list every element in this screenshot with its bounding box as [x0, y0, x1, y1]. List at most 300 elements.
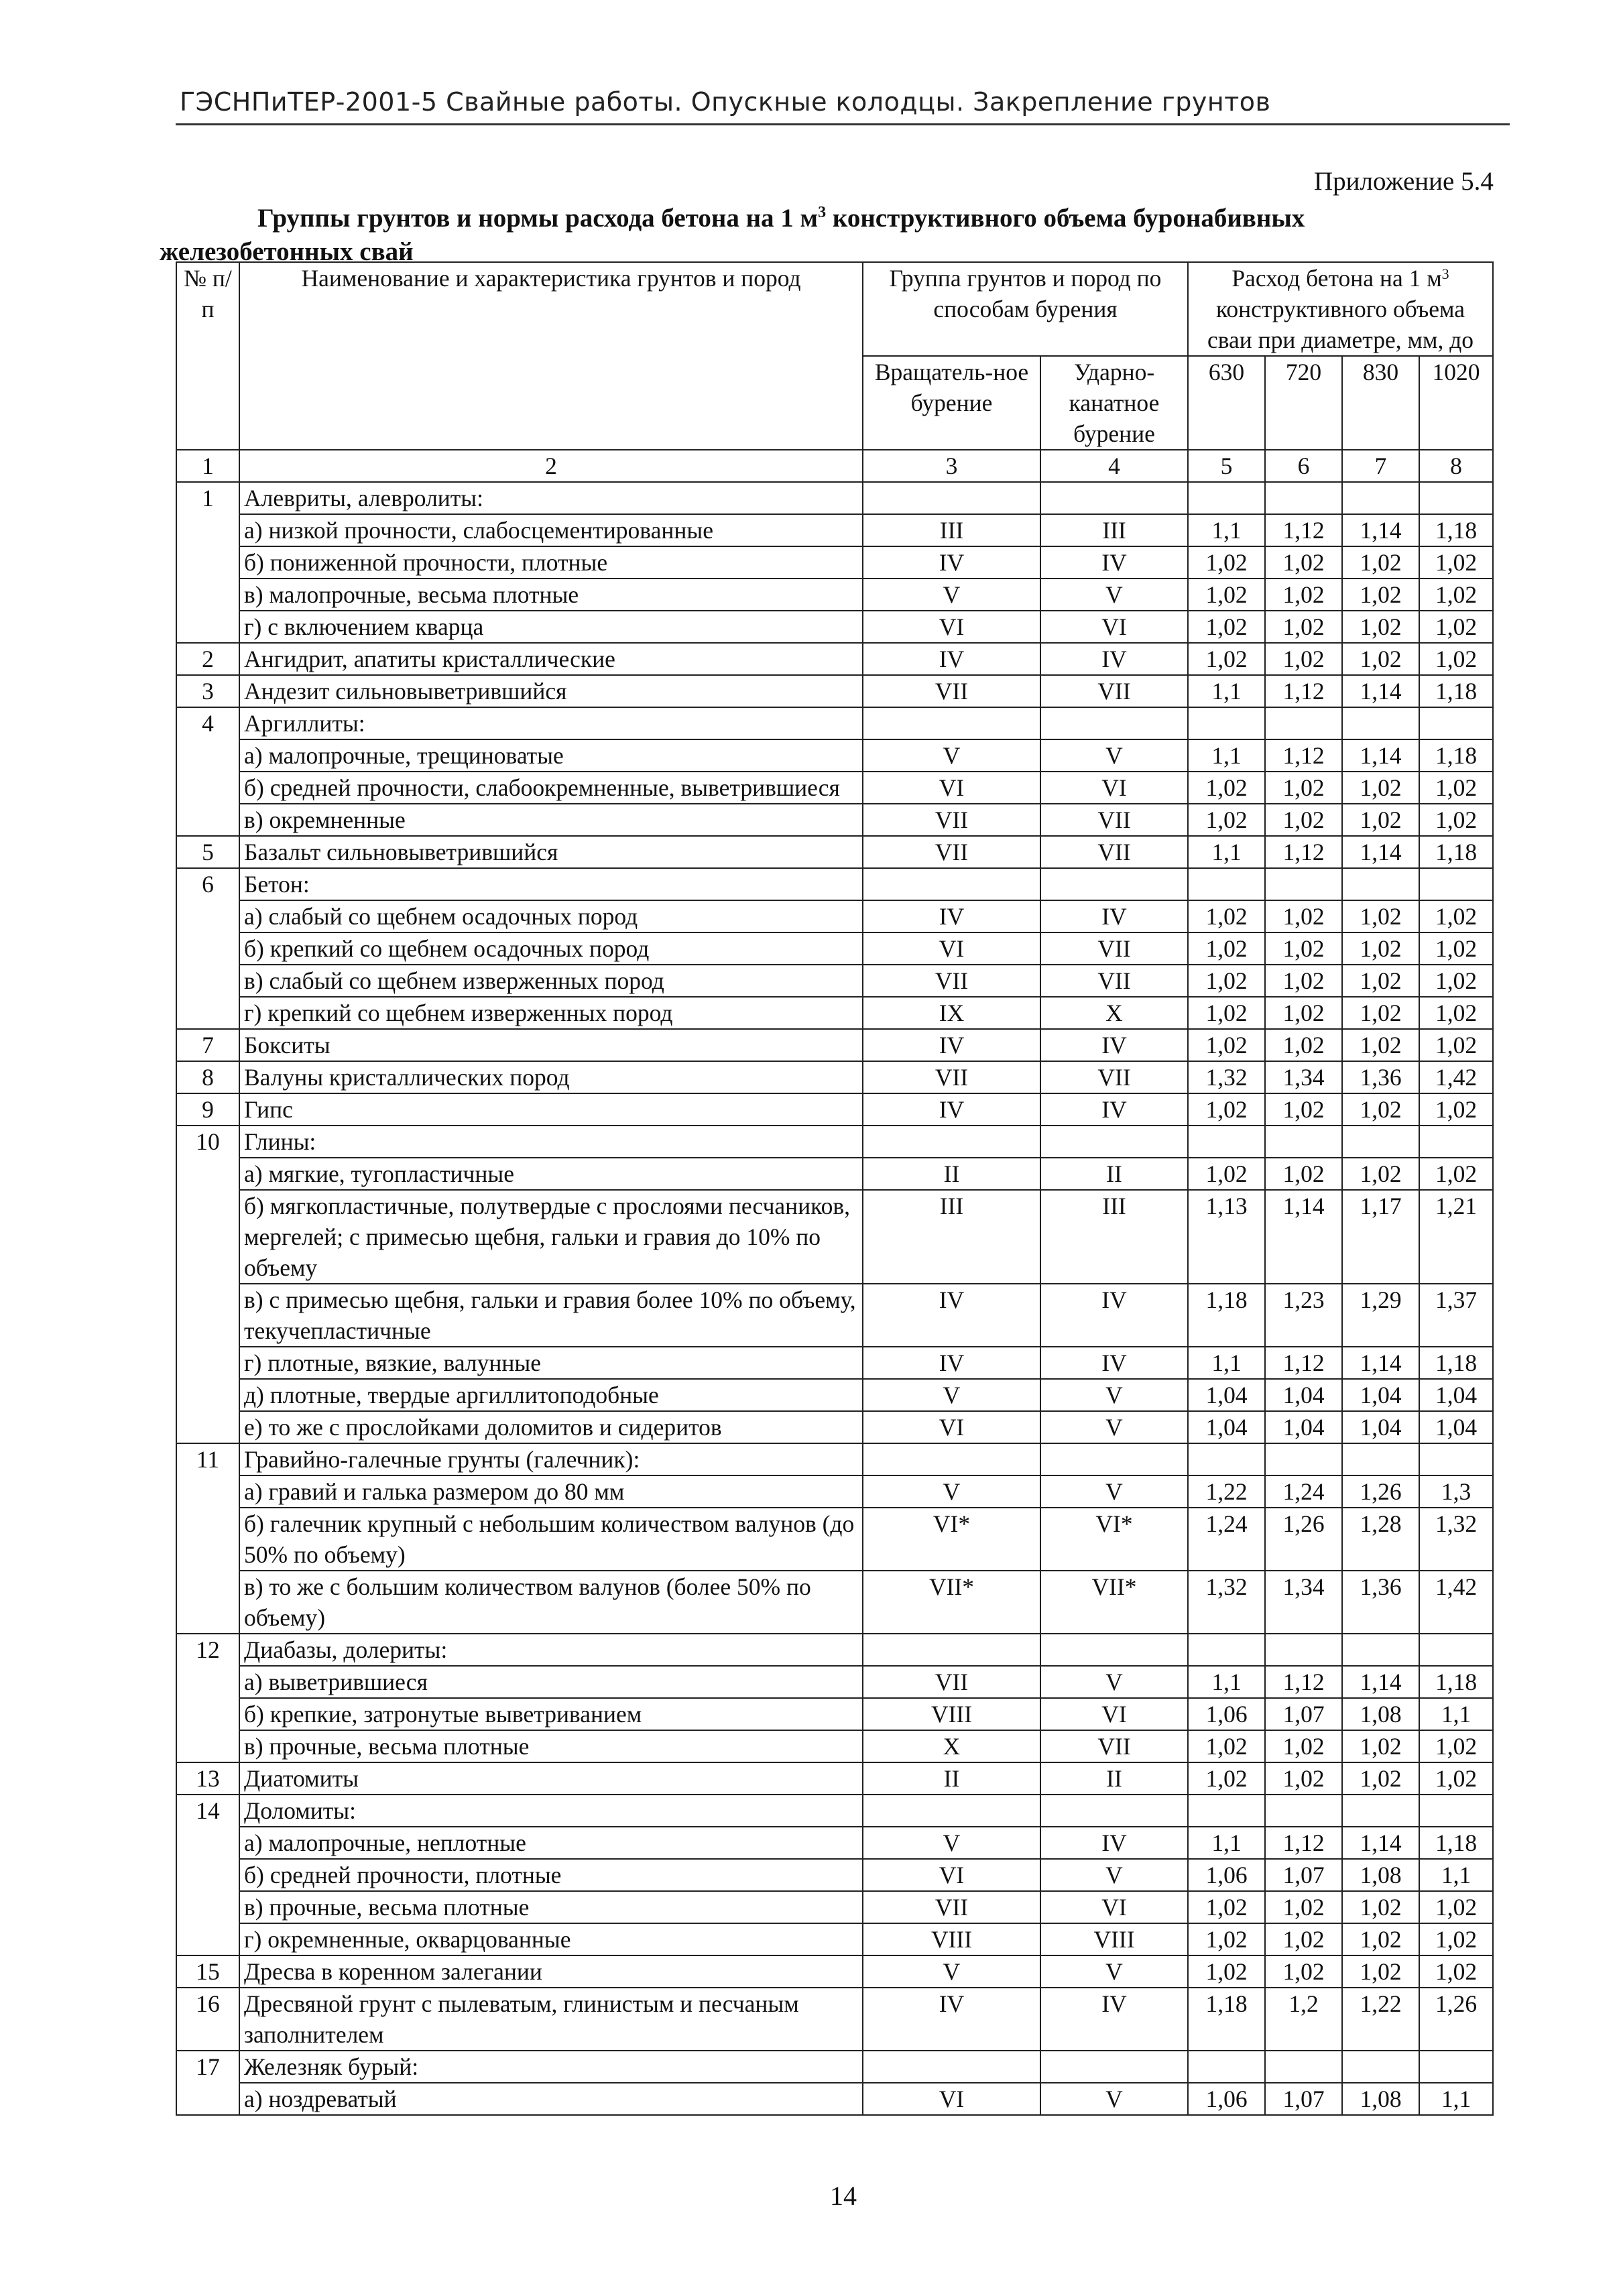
value-720: [1265, 1126, 1342, 1158]
value-1020: 1,02: [1419, 579, 1493, 611]
table-wrapper: [176, 261, 1494, 2116]
page-number: 14: [830, 2181, 857, 2211]
value-720: 1,24: [1265, 1475, 1342, 1508]
table-row: [176, 1190, 1493, 1284]
value-720: 1,07: [1265, 1859, 1342, 1891]
rotary-group: IV: [863, 1988, 1040, 2051]
value-830: 1,17: [1342, 1190, 1419, 1284]
value-1020: 1,02: [1419, 643, 1493, 675]
row-name: г) крепкий со щебнем изверженных пород: [239, 997, 863, 1029]
rotary-group: IV: [863, 1284, 1040, 1347]
percussion-group: V: [1040, 1411, 1188, 1443]
rotary-group: IV: [863, 546, 1040, 579]
value-830: 1,36: [1342, 1061, 1419, 1093]
value-1020: 1,18: [1419, 1827, 1493, 1859]
value-630: 1,02: [1188, 804, 1265, 836]
value-630: 1,18: [1188, 1988, 1265, 2051]
percussion-group: VI: [1040, 1891, 1188, 1923]
value-630: 1,02: [1188, 1762, 1265, 1795]
value-630: 1,02: [1188, 1923, 1265, 1955]
rotary-group: [863, 1443, 1040, 1475]
title-part1: Группы грунтов и нормы расхода бетона на 1 м: [257, 204, 819, 233]
table-row: [176, 1126, 1493, 1158]
value-720: 1,02: [1265, 643, 1342, 675]
percussion-group: IV: [1040, 1029, 1188, 1061]
table-row: [176, 836, 1493, 868]
row-number: 1: [176, 482, 239, 643]
value-830: 1,29: [1342, 1284, 1419, 1347]
value-830: 1,26: [1342, 1475, 1419, 1508]
row-number: 14: [176, 1795, 239, 1955]
value-830: 1,14: [1342, 1827, 1419, 1859]
row-number: 8: [176, 1061, 239, 1093]
table-row: [176, 1508, 1493, 1571]
value-630: 1,02: [1188, 1093, 1265, 1126]
percussion-group: II: [1040, 1158, 1188, 1190]
table-row: [176, 772, 1493, 804]
rotary-group: VI: [863, 772, 1040, 804]
table-row: [176, 1955, 1493, 1988]
rotary-group: III: [863, 514, 1040, 546]
percussion-group: VII: [1040, 965, 1188, 997]
rotary-group: VII*: [863, 1571, 1040, 1634]
value-720: 1,2: [1265, 1988, 1342, 2051]
rotary-group: VII: [863, 1061, 1040, 1093]
value-720: 1,02: [1265, 997, 1342, 1029]
value-630: 1,06: [1188, 1859, 1265, 1891]
table-row: [176, 804, 1493, 836]
row-name: Гравийно-галечные грунты (галечник):: [239, 1443, 863, 1475]
rotary-group: II: [863, 1158, 1040, 1190]
value-720: 1,12: [1265, 514, 1342, 546]
value-830: 1,08: [1342, 1859, 1419, 1891]
value-1020: 1,42: [1419, 1571, 1493, 1634]
rotary-group: V: [863, 1379, 1040, 1411]
col-number: 4: [1040, 450, 1188, 482]
table-row: [176, 1475, 1493, 1508]
value-720: 1,02: [1265, 1955, 1342, 1988]
value-830: 1,02: [1342, 579, 1419, 611]
value-1020: 1,02: [1419, 1029, 1493, 1061]
value-720: 1,02: [1265, 579, 1342, 611]
value-720: 1,12: [1265, 675, 1342, 707]
value-830: 1,02: [1342, 1730, 1419, 1762]
col-number: 7: [1342, 450, 1419, 482]
table-row: [176, 900, 1493, 932]
title-sup: 3: [818, 204, 827, 221]
value-1020: 1,02: [1419, 1158, 1493, 1190]
rotary-group: VI: [863, 611, 1040, 643]
row-name: г) с включением кварца: [239, 611, 863, 643]
value-830: 1,14: [1342, 836, 1419, 868]
percussion-group: [1040, 1795, 1188, 1827]
value-720: 1,02: [1265, 965, 1342, 997]
value-720: 1,07: [1265, 1698, 1342, 1730]
rotary-group: V: [863, 739, 1040, 772]
row-number: 16: [176, 1988, 239, 2051]
rotary-group: IV: [863, 643, 1040, 675]
rotary-group: V: [863, 1955, 1040, 1988]
value-630: 1,1: [1188, 836, 1265, 868]
value-1020: [1419, 482, 1493, 514]
row-name: а) низкой прочности, слабосцементированные: [239, 514, 863, 546]
value-720: [1265, 1634, 1342, 1666]
value-1020: [1419, 868, 1493, 900]
value-720: 1,12: [1265, 1347, 1342, 1379]
table-row: [176, 1029, 1493, 1061]
table-row: [176, 482, 1493, 514]
header-rotary: Вращатель-ное бурение: [863, 356, 1040, 450]
percussion-group: IV: [1040, 1347, 1188, 1379]
value-830: 1,02: [1342, 804, 1419, 836]
value-630: [1188, 482, 1265, 514]
rotary-group: IV: [863, 1347, 1040, 1379]
header-group-title: Группа грунтов и пород по способам бурения: [863, 262, 1188, 356]
column-number-row: [176, 450, 1493, 482]
percussion-group: III: [1040, 514, 1188, 546]
value-830: 1,02: [1342, 1891, 1419, 1923]
percussion-group: IV: [1040, 546, 1188, 579]
percussion-group: IV: [1040, 1988, 1188, 2051]
value-830: 1,14: [1342, 1347, 1419, 1379]
rotary-group: II: [863, 1762, 1040, 1795]
row-name: Базальт сильновыветрившийся: [239, 836, 863, 868]
value-1020: 1,02: [1419, 932, 1493, 965]
value-1020: 1,1: [1419, 1698, 1493, 1730]
header-rule: [176, 123, 1510, 125]
row-name: Аргиллиты:: [239, 707, 863, 739]
table-row: [176, 1827, 1493, 1859]
header-d1020: 1020: [1419, 356, 1493, 450]
value-830: 1,36: [1342, 1571, 1419, 1634]
rotary-group: VII: [863, 1891, 1040, 1923]
value-720: 1,02: [1265, 1923, 1342, 1955]
value-630: 1,02: [1188, 932, 1265, 965]
appendix-label: Приложение 5.4: [1314, 167, 1494, 196]
row-number: 17: [176, 2051, 239, 2115]
value-1020: 1,02: [1419, 997, 1493, 1029]
row-name: б) галечник крупный с небольшим количеством валунов (до 50% по объему): [239, 1508, 863, 1571]
value-830: 1,04: [1342, 1411, 1419, 1443]
value-1020: [1419, 1634, 1493, 1666]
value-830: [1342, 707, 1419, 739]
value-830: 1,02: [1342, 1093, 1419, 1126]
row-name: в) прочные, весьма плотные: [239, 1730, 863, 1762]
value-1020: 1,04: [1419, 1379, 1493, 1411]
value-720: 1,26: [1265, 1508, 1342, 1571]
table-body: [176, 482, 1493, 2115]
value-1020: 1,02: [1419, 804, 1493, 836]
row-name: Диатомиты: [239, 1762, 863, 1795]
value-720: 1,12: [1265, 836, 1342, 868]
value-830: [1342, 1795, 1419, 1827]
row-name: Алевриты, алевролиты:: [239, 482, 863, 514]
table-row: [176, 1762, 1493, 1795]
percussion-group: [1040, 868, 1188, 900]
value-720: 1,02: [1265, 1762, 1342, 1795]
value-830: 1,02: [1342, 772, 1419, 804]
rotary-group: IX: [863, 997, 1040, 1029]
value-1020: 1,18: [1419, 1347, 1493, 1379]
rotary-group: VI*: [863, 1508, 1040, 1571]
row-name: в) окремненные: [239, 804, 863, 836]
row-name: а) ноздреватый: [239, 2083, 863, 2115]
row-name: Диабазы, долериты:: [239, 1634, 863, 1666]
percussion-group: VI*: [1040, 1508, 1188, 1571]
percussion-group: V: [1040, 1475, 1188, 1508]
value-630: 1,32: [1188, 1061, 1265, 1093]
value-630: 1,02: [1188, 997, 1265, 1029]
row-number: 10: [176, 1126, 239, 1443]
row-number: 3: [176, 675, 239, 707]
value-830: [1342, 2051, 1419, 2083]
value-720: 1,02: [1265, 1730, 1342, 1762]
value-630: 1,02: [1188, 1158, 1265, 1190]
table-row: [176, 1666, 1493, 1698]
rotary-group: V: [863, 579, 1040, 611]
table-row: [176, 2083, 1493, 2115]
value-630: 1,02: [1188, 1029, 1265, 1061]
value-1020: 1,02: [1419, 965, 1493, 997]
rotary-group: [863, 1795, 1040, 1827]
value-630: 1,1: [1188, 1347, 1265, 1379]
table-row: [176, 1443, 1493, 1475]
value-1020: 1,1: [1419, 1859, 1493, 1891]
table-row: [176, 868, 1493, 900]
value-1020: 1,18: [1419, 739, 1493, 772]
value-630: [1188, 1634, 1265, 1666]
rotary-group: VIII: [863, 1698, 1040, 1730]
value-1020: 1,21: [1419, 1190, 1493, 1284]
value-1020: 1,32: [1419, 1508, 1493, 1571]
row-name: г) плотные, вязкие, валунные: [239, 1347, 863, 1379]
percussion-group: [1040, 482, 1188, 514]
value-630: 1,02: [1188, 965, 1265, 997]
value-830: 1,28: [1342, 1508, 1419, 1571]
value-630: 1,22: [1188, 1475, 1265, 1508]
value-630: 1,04: [1188, 1411, 1265, 1443]
value-720: 1,02: [1265, 546, 1342, 579]
percussion-group: IV: [1040, 1093, 1188, 1126]
table-row: [176, 1634, 1493, 1666]
percussion-group: V: [1040, 2083, 1188, 2115]
table-row: [176, 1379, 1493, 1411]
percussion-group: V: [1040, 1666, 1188, 1698]
value-830: 1,14: [1342, 675, 1419, 707]
value-830: [1342, 1634, 1419, 1666]
value-720: [1265, 868, 1342, 900]
percussion-group: IV: [1040, 900, 1188, 932]
value-630: 1,06: [1188, 1698, 1265, 1730]
value-830: 1,14: [1342, 514, 1419, 546]
value-1020: 1,02: [1419, 611, 1493, 643]
percussion-group: V: [1040, 1859, 1188, 1891]
value-630: 1,02: [1188, 1891, 1265, 1923]
row-name: а) мягкие, тугопластичные: [239, 1158, 863, 1190]
row-name: в) прочные, весьма плотные: [239, 1891, 863, 1923]
rotary-group: VI: [863, 1859, 1040, 1891]
row-name: б) средней прочности, слабоокремненные, выветрившиеся: [239, 772, 863, 804]
table-row: [176, 2051, 1493, 2083]
value-720: 1,02: [1265, 772, 1342, 804]
value-720: 1,12: [1265, 1827, 1342, 1859]
row-number: 6: [176, 868, 239, 1029]
value-1020: 1,02: [1419, 900, 1493, 932]
percussion-group: V: [1040, 1379, 1188, 1411]
row-number: 12: [176, 1634, 239, 1762]
value-830: 1,08: [1342, 1698, 1419, 1730]
table-row: [176, 1891, 1493, 1923]
row-name: в) слабый со щебнем изверженных пород: [239, 965, 863, 997]
value-1020: [1419, 1443, 1493, 1475]
row-number: 5: [176, 836, 239, 868]
rotary-group: VI: [863, 932, 1040, 965]
row-name: Дресва в коренном залегании: [239, 1955, 863, 1988]
percussion-group: IV: [1040, 643, 1188, 675]
value-1020: 1,02: [1419, 1891, 1493, 1923]
row-name: б) мягкопластичные, полутвердые с прослоями песчаников, мергелей; с примесью щебня, гальки и гравия до 10% по объему: [239, 1190, 863, 1284]
value-830: 1,22: [1342, 1988, 1419, 2051]
value-630: [1188, 868, 1265, 900]
value-630: 1,02: [1188, 900, 1265, 932]
value-1020: 1,18: [1419, 836, 1493, 868]
table-row: [176, 546, 1493, 579]
value-830: 1,04: [1342, 1379, 1419, 1411]
value-1020: 1,42: [1419, 1061, 1493, 1093]
header-name: Наименование и характеристика грунтов и пород: [239, 262, 863, 450]
row-name: в) малопрочные, весьма плотные: [239, 579, 863, 611]
value-1020: 1,02: [1419, 1955, 1493, 1988]
percussion-group: [1040, 1443, 1188, 1475]
consumption-sup: 3: [1441, 265, 1449, 282]
table-row: [176, 1698, 1493, 1730]
value-720: 1,02: [1265, 611, 1342, 643]
percussion-group: VIII: [1040, 1923, 1188, 1955]
consumption-part1: Расход бетона на 1 м: [1231, 265, 1442, 292]
value-630: 1,02: [1188, 611, 1265, 643]
percussion-group: VII: [1040, 836, 1188, 868]
row-number: 4: [176, 707, 239, 836]
value-1020: 1,02: [1419, 1093, 1493, 1126]
value-830: 1,02: [1342, 546, 1419, 579]
percussion-group: III: [1040, 1190, 1188, 1284]
value-1020: [1419, 1795, 1493, 1827]
running-header: ГЭСНПиТЕР-2001-5 Свайные работы. Опускные колодцы. Закрепление грунтов: [180, 87, 1271, 117]
value-1020: 1,04: [1419, 1411, 1493, 1443]
row-name: б) пониженной прочности, плотные: [239, 546, 863, 579]
rotary-group: VII: [863, 675, 1040, 707]
percussion-group: [1040, 2051, 1188, 2083]
value-830: 1,02: [1342, 965, 1419, 997]
value-1020: 1,02: [1419, 1730, 1493, 1762]
percussion-group: VII: [1040, 1730, 1188, 1762]
rotary-group: IV: [863, 1093, 1040, 1126]
row-name: а) малопрочные, трещиноватые: [239, 739, 863, 772]
table-row: [176, 675, 1493, 707]
value-1020: 1,37: [1419, 1284, 1493, 1347]
value-720: 1,12: [1265, 739, 1342, 772]
value-630: 1,1: [1188, 739, 1265, 772]
table-row: [176, 1859, 1493, 1891]
table-row: [176, 1730, 1493, 1762]
value-630: 1,1: [1188, 514, 1265, 546]
title-part2: конструктивного объема буронабивных железобетонных свай: [160, 204, 1305, 266]
percussion-group: [1040, 1634, 1188, 1666]
value-830: [1342, 482, 1419, 514]
row-number: 2: [176, 643, 239, 675]
percussion-group: VI: [1040, 772, 1188, 804]
row-name: а) гравий и галька размером до 80 мм: [239, 1475, 863, 1508]
value-1020: [1419, 2051, 1493, 2083]
rotary-group: VI: [863, 1411, 1040, 1443]
row-number: 11: [176, 1443, 239, 1634]
value-630: [1188, 707, 1265, 739]
table-row: [176, 1988, 1493, 2051]
value-630: [1188, 1126, 1265, 1158]
rotary-group: IV: [863, 1029, 1040, 1061]
value-630: 1,04: [1188, 1379, 1265, 1411]
value-720: 1,23: [1265, 1284, 1342, 1347]
value-720: [1265, 1443, 1342, 1475]
value-630: 1,02: [1188, 1955, 1265, 1988]
row-number: 13: [176, 1762, 239, 1795]
table-row: [176, 514, 1493, 546]
value-1020: 1,26: [1419, 1988, 1493, 2051]
row-name: Валуны кристаллических пород: [239, 1061, 863, 1093]
header-d830: 830: [1342, 356, 1419, 450]
percussion-group: X: [1040, 997, 1188, 1029]
rotary-group: [863, 1634, 1040, 1666]
percussion-group: VII: [1040, 932, 1188, 965]
table-row: [176, 965, 1493, 997]
consumption-part2: конструктивного объема сваи при диаметре, мм, до: [1207, 296, 1474, 353]
row-name: а) выветрившиеся: [239, 1666, 863, 1698]
table-row: [176, 611, 1493, 643]
value-830: 1,02: [1342, 643, 1419, 675]
value-720: 1,04: [1265, 1411, 1342, 1443]
value-830: 1,02: [1342, 611, 1419, 643]
row-name: в) то же с большим количеством валунов (более 50% по объему): [239, 1571, 863, 1634]
col-number: 8: [1419, 450, 1493, 482]
value-830: 1,02: [1342, 997, 1419, 1029]
value-630: 1,02: [1188, 546, 1265, 579]
col-number: 6: [1265, 450, 1342, 482]
value-1020: 1,3: [1419, 1475, 1493, 1508]
rotary-group: V: [863, 1475, 1040, 1508]
rotary-group: VII: [863, 965, 1040, 997]
row-name: д) плотные, твердые аргиллитоподобные: [239, 1379, 863, 1411]
value-720: 1,02: [1265, 1891, 1342, 1923]
value-1020: 1,02: [1419, 1762, 1493, 1795]
table-row: [176, 1061, 1493, 1093]
value-630: 1,1: [1188, 1827, 1265, 1859]
value-630: 1,02: [1188, 643, 1265, 675]
percussion-group: IV: [1040, 1284, 1188, 1347]
row-name: Дресвяной грунт с пылеватым, глинистым и песчаным заполнителем: [239, 1988, 863, 2051]
percussion-group: VII: [1040, 675, 1188, 707]
percussion-group: IV: [1040, 1827, 1188, 1859]
value-630: 1,02: [1188, 579, 1265, 611]
rotary-group: [863, 868, 1040, 900]
value-630: [1188, 1443, 1265, 1475]
value-830: 1,14: [1342, 1666, 1419, 1698]
value-830: 1,08: [1342, 2083, 1419, 2115]
value-830: 1,14: [1342, 739, 1419, 772]
rotary-group: VII: [863, 1666, 1040, 1698]
table-row: [176, 997, 1493, 1029]
row-name: а) слабый со щебнем осадочных пород: [239, 900, 863, 932]
row-name: а) малопрочные, неплотные: [239, 1827, 863, 1859]
